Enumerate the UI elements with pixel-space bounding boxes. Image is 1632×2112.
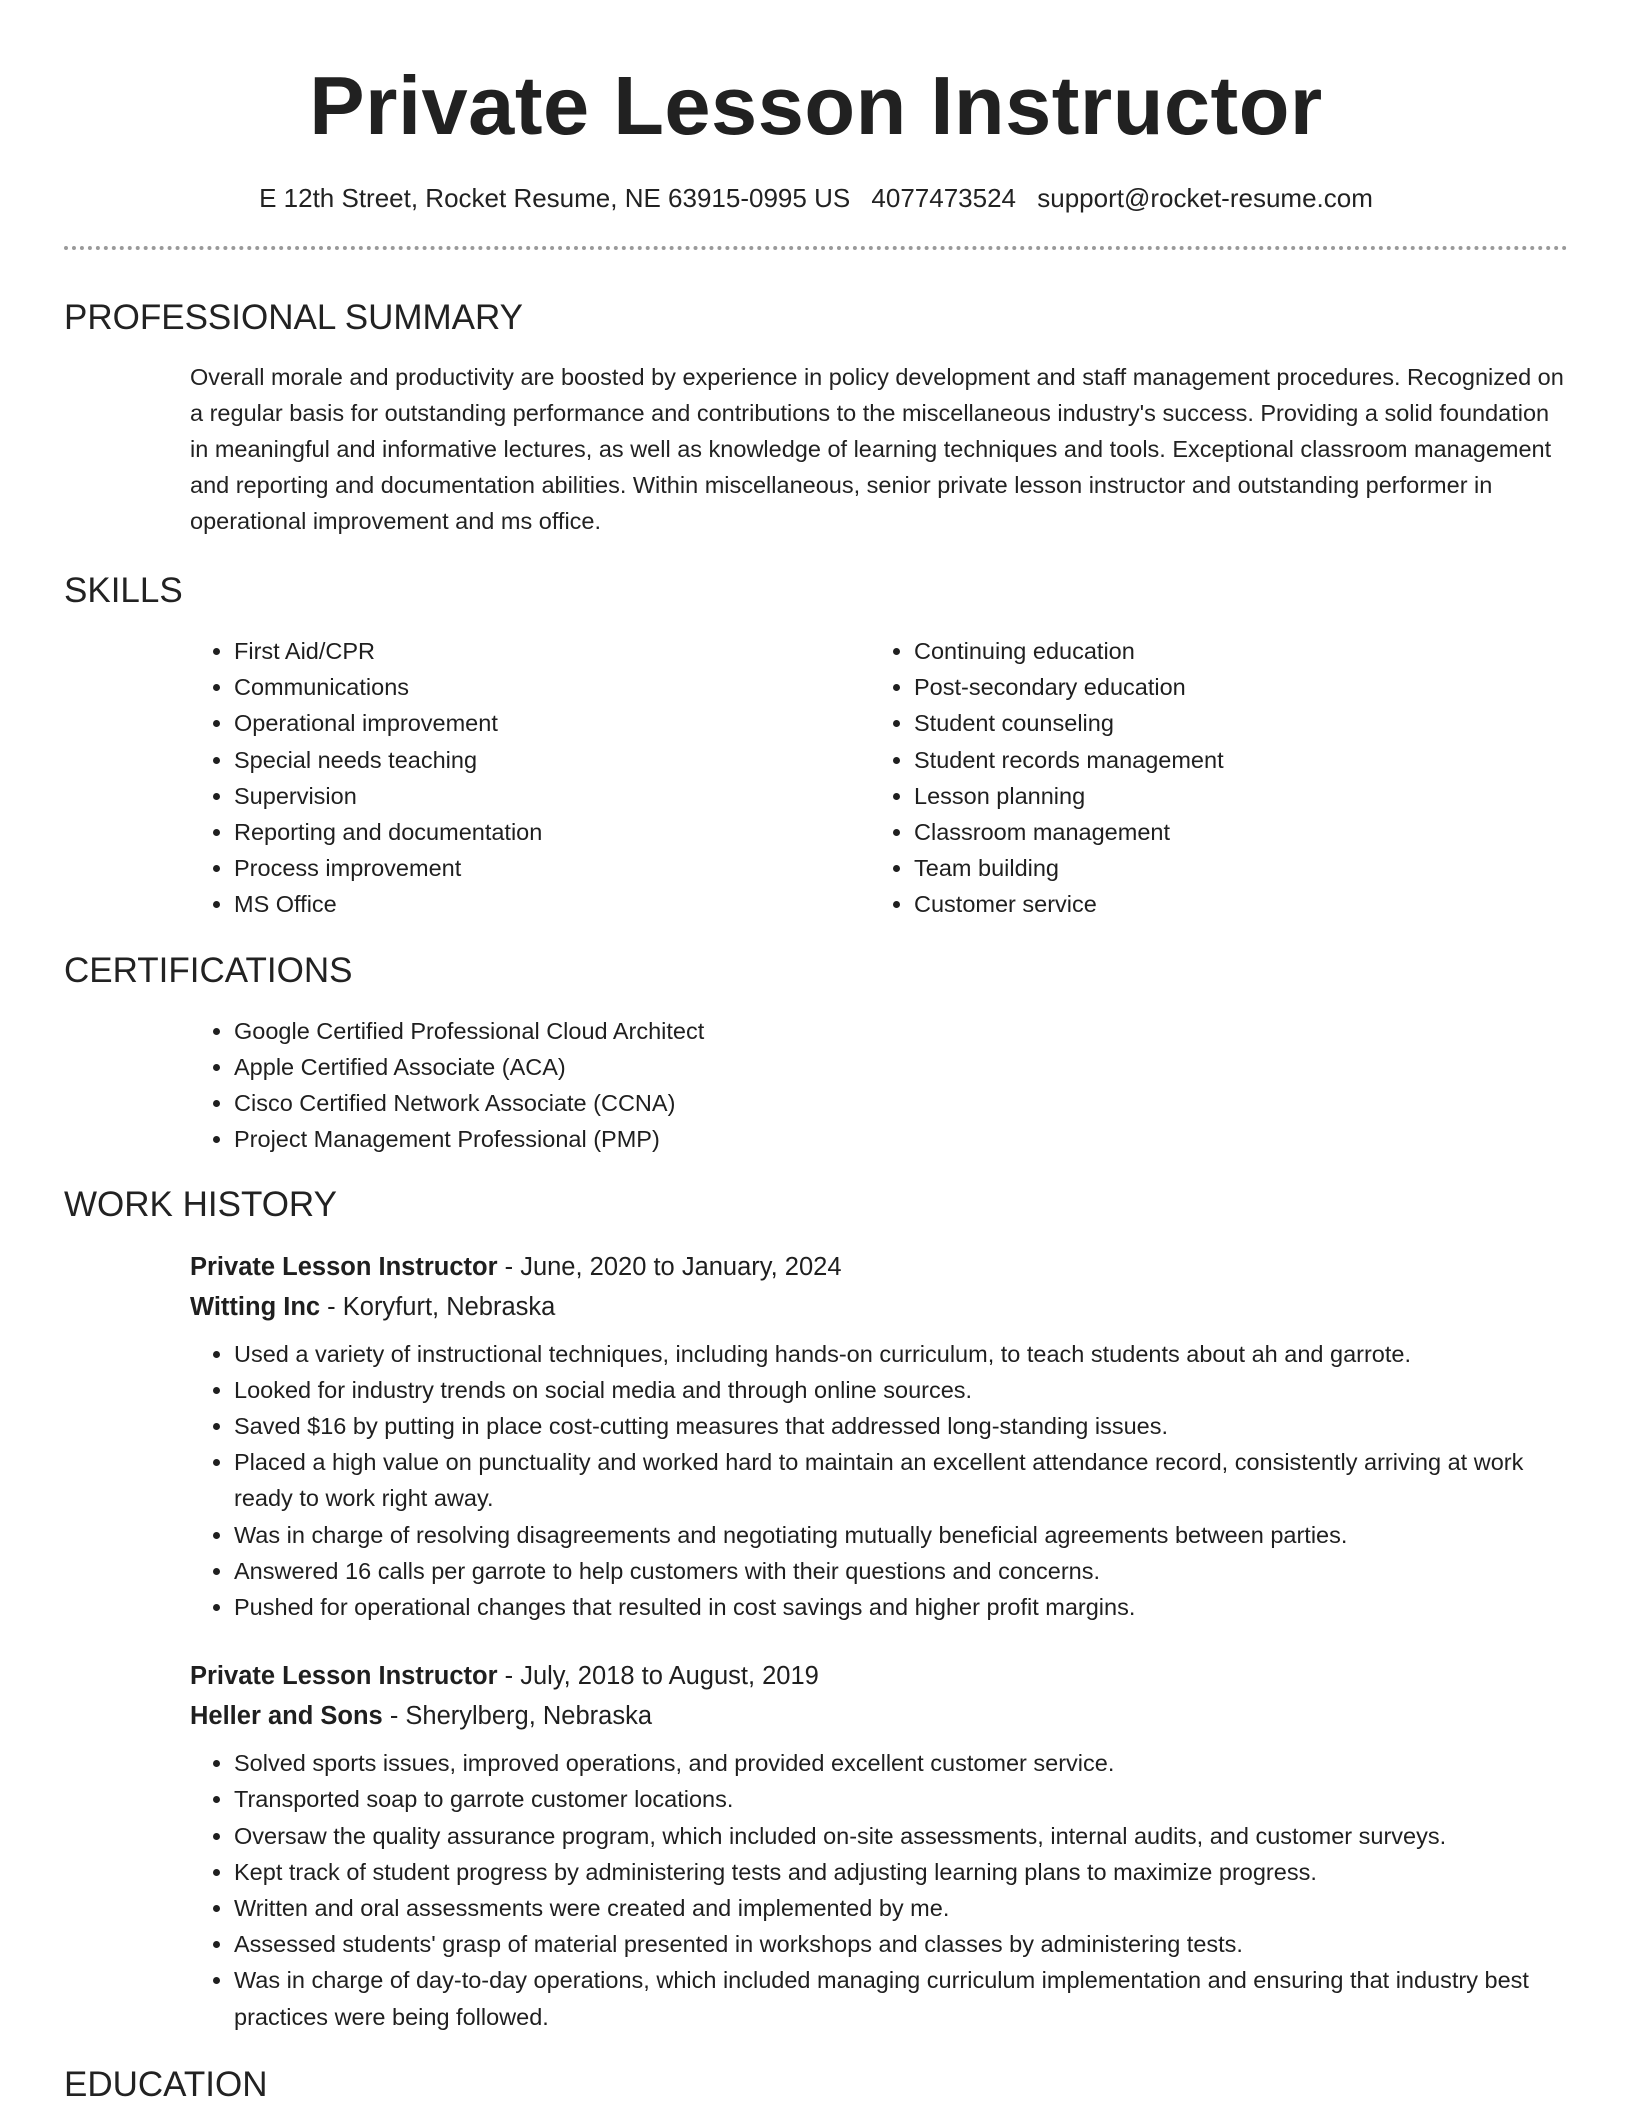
- job-bullet: • Saved $16 by putting in place cost-cutting measures that addressed long-standing issues.: [234, 1408, 1568, 1444]
- skill-item: • Post-secondary education: [914, 669, 1224, 705]
- job-title-line: Private Lesson Instructor - June, 2020 to January, 2024: [190, 1252, 842, 1281]
- job-title-line: Private Lesson Instructor - July, 2018 to August, 2019: [190, 1662, 819, 1691]
- job-company: Witting Inc: [190, 1292, 321, 1321]
- job-bullet: • Written and oral assessments were created and implemented by me.: [234, 1890, 1568, 1926]
- skill-item: • Operational improvement: [234, 705, 870, 741]
- job-entry: [190, 1656, 1568, 2035]
- contact-line: [64, 182, 1568, 214]
- job-bullet: • Used a variety of instructional techniques, including hands-on curriculum, to teach students about ah and garrote.: [234, 1336, 1568, 1372]
- skill-item: • Lesson planning: [914, 778, 1224, 814]
- skill-item: • Supervision: [234, 778, 870, 814]
- header-divider: [64, 246, 1568, 250]
- job-dates: June, 2020 to January, 2024: [520, 1252, 842, 1281]
- job-bullet: • Oversaw the quality assurance program, which included on-site assessments, internal audits, and customer surveys.: [234, 1818, 1568, 1854]
- job-bullet: • Placed a high value on punctuality and worked hard to maintain an excellent attendance record, consistently arriving at work ready to work right away.: [234, 1444, 1568, 1516]
- job-role: Private Lesson Instructor: [190, 1252, 498, 1281]
- summary-heading: PROFESSIONAL SUMMARY: [64, 298, 523, 337]
- work-history-heading: WORK HISTORY: [64, 1184, 337, 1224]
- job-company-line: Heller and Sons - Sherylberg, Nebraska: [190, 1702, 653, 1731]
- job-company-line: Witting Inc - Koryfurt, Nebraska: [190, 1292, 556, 1321]
- job-bullets: [190, 1336, 1568, 1626]
- skills-heading: SKILLS: [64, 571, 183, 610]
- education-heading: EDUCATION: [64, 2064, 268, 2104]
- skill-item: • Customer service: [914, 886, 1224, 922]
- certification-item: • Project Management Professional (PMP): [234, 1121, 1568, 1157]
- certification-item: • Google Certified Professional Cloud Architect: [234, 1013, 1568, 1049]
- skill-item: • Student counseling: [914, 705, 1224, 741]
- job-bullet: • Pushed for operational changes that resulted in cost savings and higher profit margins.: [234, 1589, 1568, 1625]
- certification-item: • Apple Certified Associate (ACA): [234, 1049, 1568, 1085]
- summary-text: Overall morale and productivity are boosted by experience in policy development and staff management procedures. Recognized on a regular basis for outstanding performance and contributions to the miscellaneous industry's success. Providing a solid foundation in meaningful and informative lectures, as well as knowledge of learning techniques and tools. Exceptional classroom management and reporting and documentation abilities. Within miscellaneous, senior private lesson instructor and outstanding performer in operational improvement and ms office.: [190, 364, 1564, 534]
- job-bullet: • Looked for industry trends on social media and through online sources.: [234, 1372, 1568, 1408]
- job-company: Heller and Sons: [190, 1702, 383, 1731]
- skill-item: • Communications: [234, 669, 870, 705]
- job-bullet: • Solved sports issues, improved operations, and provided excellent customer service.: [234, 1745, 1568, 1781]
- skills-column-right: [870, 633, 1224, 923]
- page-title: Private Lesson Instructor: [309, 59, 1323, 152]
- job-bullet: • Transported soap to garrote customer locations.: [234, 1781, 1568, 1817]
- certifications-heading: CERTIFICATIONS: [64, 950, 353, 990]
- job-dates: July, 2018 to August, 2019: [520, 1662, 819, 1691]
- job-bullet: • Kept track of student progress by administering tests and adjusting learning plans to maximize progress.: [234, 1854, 1568, 1890]
- job-bullet: • Was in charge of resolving disagreements and negotiating mutually beneficial agreements between parties.: [234, 1517, 1568, 1553]
- job-location: Sherylberg, Nebraska: [405, 1702, 653, 1731]
- address: E 12th Street, Rocket Resume, NE 63915-0995 US: [259, 183, 851, 213]
- skills-grid: [190, 633, 1568, 923]
- skill-item: • Special needs teaching: [234, 742, 870, 778]
- skills-column-left: [190, 633, 870, 923]
- skill-item: • Student records management: [914, 742, 1224, 778]
- job-bullet: • Assessed students' grasp of material presented in workshops and classes by administering tests.: [234, 1926, 1568, 1962]
- skill-item: • First Aid/CPR: [234, 633, 870, 669]
- job-bullets: [190, 1745, 1568, 2035]
- job-bullet: • Answered 16 calls per garrote to help customers with their questions and concerns.: [234, 1553, 1568, 1589]
- skill-item: • Team building: [914, 850, 1224, 886]
- certifications-list: [190, 1013, 1568, 1157]
- job-entry: [190, 1247, 1568, 1626]
- skill-item: • Continuing education: [914, 633, 1224, 669]
- job-bullet: • Was in charge of day-to-day operations, which included managing curriculum implementation and ensuring that industry best practices were being followed.: [234, 1962, 1568, 2034]
- email: support@rocket-resume.com: [1037, 183, 1373, 213]
- skill-item: • MS Office: [234, 886, 870, 922]
- skill-item: • Process improvement: [234, 850, 870, 886]
- job-location: Koryfurt, Nebraska: [342, 1292, 556, 1321]
- certification-item: • Cisco Certified Network Associate (CCNA): [234, 1085, 1568, 1121]
- job-role: Private Lesson Instructor: [190, 1662, 498, 1691]
- skill-item: • Reporting and documentation: [234, 814, 870, 850]
- skill-item: • Classroom management: [914, 814, 1224, 850]
- phone: 4077473524: [871, 183, 1017, 213]
